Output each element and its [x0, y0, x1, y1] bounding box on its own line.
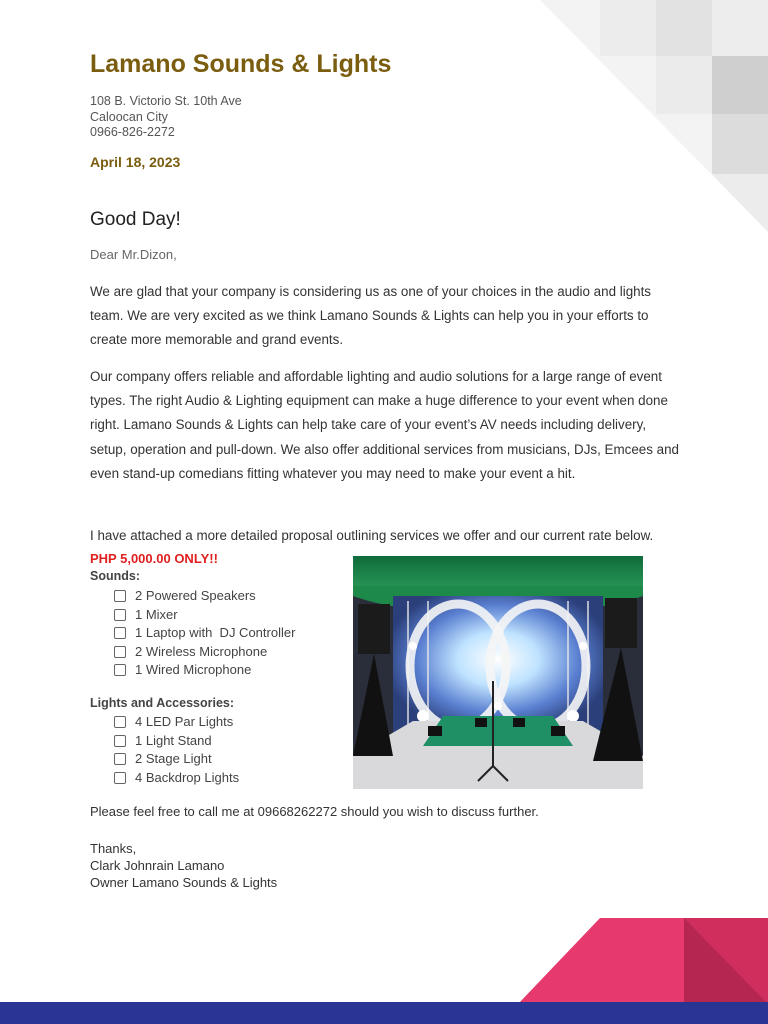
paragraph-proposal: I have attached a more detailed proposal outlining services we offer and our current rate below.: [90, 528, 654, 543]
list-item: [114, 606, 295, 625]
list-item-label: 1 Wired Microphone: [135, 662, 252, 678]
checkbox[interactable]: [114, 735, 126, 747]
corner-decoration-top: [520, 0, 768, 240]
list-item-label: 4 LED Par Lights: [135, 714, 234, 730]
signoff-thanks: Thanks,: [90, 841, 137, 856]
checkbox[interactable]: [114, 772, 126, 784]
checkbox[interactable]: [114, 646, 126, 658]
list-item-label: 2 Stage Light: [135, 751, 212, 767]
list-item-label: 2 Powered Speakers: [135, 588, 256, 604]
footer-bar: [0, 1002, 768, 1024]
checkbox[interactable]: [114, 753, 126, 765]
checkbox[interactable]: [114, 609, 126, 621]
stage-setup-photo: [353, 556, 643, 789]
signoff-title: Owner Lamano Sounds & Lights: [90, 875, 278, 890]
list-item-label: 1 Mixer: [135, 606, 178, 622]
sounds-list: [114, 587, 295, 680]
list-item: [114, 624, 295, 643]
price-label: PHP 5,000.00 ONLY!!: [90, 551, 218, 566]
checkbox[interactable]: [114, 590, 126, 602]
closing-call: Please feel free to call me at 09668262272 should you wish to discuss further.: [90, 804, 539, 819]
paragraph-services: Our company offers reliable and affordable lighting and audio solutions for a large range of event types. The right Audio & Lighting equipment can make a huge difference to your event when done right. Lamano Sounds & Lights can help take care of your event’s AV needs including delivery, setup, operation and pull-down. We also offer additional services from musicians, DJs, Emcees and even stand-up comedians fitting whatever you may need to make your event a hit.: [90, 369, 679, 481]
list-item-label: 4 Backdrop Lights: [135, 769, 240, 785]
address-phone: 0966-826-2272: [90, 125, 175, 139]
lights-heading: Lights and Accessories:: [90, 696, 235, 710]
company-address: [90, 94, 242, 141]
letter-date: April 18, 2023: [90, 154, 181, 170]
list-item: [114, 769, 239, 788]
salutation: Dear Mr.Dizon,: [90, 247, 177, 262]
list-item: [114, 587, 295, 606]
greeting: Good Day!: [90, 209, 181, 230]
corner-decoration-bottom: [518, 918, 768, 1004]
list-item: [114, 732, 239, 751]
list-item-label: 1 Light Stand: [135, 732, 212, 748]
list-item: [114, 713, 239, 732]
list-item: [114, 661, 295, 680]
list-item: [114, 643, 295, 662]
sounds-heading: Sounds:: [90, 569, 140, 583]
list-item: [114, 750, 239, 769]
list-item-label: 1 Laptop with DJ Controller: [135, 625, 296, 641]
signoff-name: Clark Johnrain Lamano: [90, 858, 225, 873]
company-name: Lamano Sounds & Lights: [90, 50, 392, 78]
address-city: Caloocan City: [90, 109, 168, 124]
lights-list: [114, 713, 239, 787]
checkbox[interactable]: [114, 664, 126, 676]
signature-block: [90, 840, 277, 891]
address-street: 108 B. Victorio St. 10th Ave: [90, 94, 242, 108]
list-item-label: 2 Wireless Microphone: [135, 643, 268, 659]
checkbox[interactable]: [114, 716, 126, 728]
checkbox[interactable]: [114, 627, 126, 639]
paragraph-intro: We are glad that your company is considering us as one of your choices in the audio and lights team. We are very excited as we think Lamano Sounds & Lights can help you in your efforts to create more memorable and grand events.: [90, 284, 652, 348]
